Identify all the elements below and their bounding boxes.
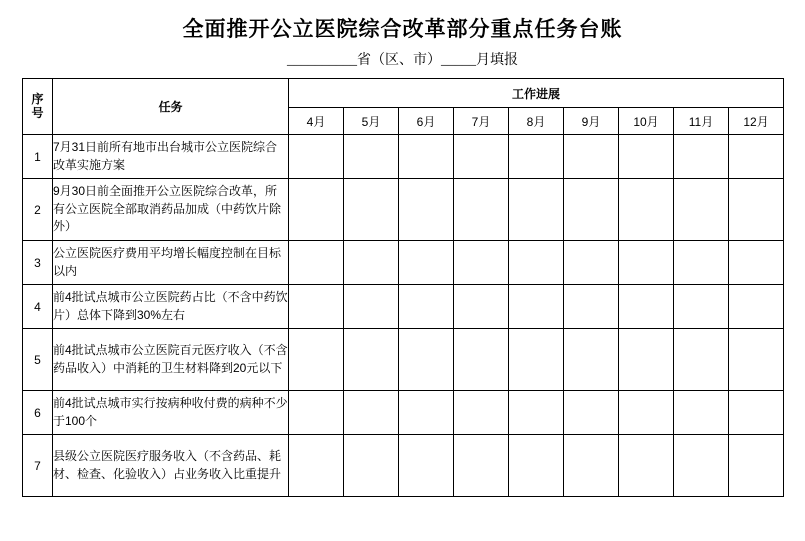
table-row	[23, 241, 784, 285]
row-progress-cell-12[interactable]	[729, 435, 784, 497]
row-progress-cell-10[interactable]	[619, 391, 674, 435]
row-progress-cell-12[interactable]	[729, 329, 784, 391]
row-progress-cell-10[interactable]	[619, 435, 674, 497]
row-progress-cell-8[interactable]	[509, 135, 564, 179]
table-row	[23, 285, 784, 329]
row-progress-cell-5[interactable]	[344, 179, 399, 241]
row-seq: 6	[23, 391, 53, 435]
row-progress-cell-11[interactable]	[674, 179, 729, 241]
row-progress-cell-4[interactable]	[289, 241, 344, 285]
row-progress-cell-5[interactable]	[344, 435, 399, 497]
row-seq: 3	[23, 241, 53, 285]
row-progress-cell-6[interactable]	[399, 391, 454, 435]
table-header	[23, 79, 784, 135]
task-ledger-table	[22, 78, 784, 497]
table-header-row-1	[23, 79, 784, 108]
row-progress-cell-4[interactable]	[289, 391, 344, 435]
row-progress-cell-9[interactable]	[564, 329, 619, 391]
row-progress-cell-7[interactable]	[454, 329, 509, 391]
row-progress-cell-7[interactable]	[454, 135, 509, 179]
row-progress-cell-6[interactable]	[399, 329, 454, 391]
row-seq: 5	[23, 329, 53, 391]
column-header-seq-line1: 序	[31, 92, 44, 107]
row-seq: 1	[23, 135, 53, 179]
row-progress-cell-10[interactable]	[619, 285, 674, 329]
document-page	[0, 13, 805, 541]
row-progress-cell-6[interactable]	[399, 179, 454, 241]
row-seq: 7	[23, 435, 53, 497]
column-header-month-10: 10月	[619, 108, 674, 135]
row-progress-cell-9[interactable]	[564, 285, 619, 329]
row-progress-cell-11[interactable]	[674, 435, 729, 497]
column-header-seq-line2: 号	[31, 105, 44, 120]
table-row	[23, 391, 784, 435]
row-progress-cell-9[interactable]	[564, 391, 619, 435]
table-row	[23, 179, 784, 241]
column-header-month-9: 9月	[564, 108, 619, 135]
row-task: 9月30日前全面推开公立医院综合改革，所有公立医院全部取消药品加成（中药饮片除外）	[53, 179, 289, 241]
row-task: 公立医院医疗费用平均增长幅度控制在目标以内	[53, 241, 289, 285]
column-header-month-6: 6月	[399, 108, 454, 135]
row-progress-cell-4[interactable]	[289, 329, 344, 391]
row-progress-cell-5[interactable]	[344, 391, 399, 435]
row-progress-cell-11[interactable]	[674, 135, 729, 179]
row-progress-cell-5[interactable]	[344, 329, 399, 391]
row-progress-cell-10[interactable]	[619, 241, 674, 285]
column-header-month-5: 5月	[344, 108, 399, 135]
row-progress-cell-4[interactable]	[289, 285, 344, 329]
column-header-task: 任务	[53, 79, 289, 135]
row-progress-cell-11[interactable]	[674, 285, 729, 329]
row-progress-cell-7[interactable]	[454, 435, 509, 497]
row-progress-cell-5[interactable]	[344, 285, 399, 329]
row-progress-cell-7[interactable]	[454, 241, 509, 285]
row-progress-cell-11[interactable]	[674, 241, 729, 285]
table-row	[23, 135, 784, 179]
row-progress-cell-8[interactable]	[509, 179, 564, 241]
row-progress-cell-8[interactable]	[509, 435, 564, 497]
row-progress-cell-6[interactable]	[399, 285, 454, 329]
row-progress-cell-8[interactable]	[509, 285, 564, 329]
row-progress-cell-12[interactable]	[729, 179, 784, 241]
row-progress-cell-12[interactable]	[729, 285, 784, 329]
column-header-month-8: 8月	[509, 108, 564, 135]
table-row	[23, 329, 784, 391]
column-header-month-11: 11月	[674, 108, 729, 135]
row-progress-cell-7[interactable]	[454, 285, 509, 329]
row-progress-cell-8[interactable]	[509, 241, 564, 285]
row-progress-cell-4[interactable]	[289, 135, 344, 179]
row-progress-cell-9[interactable]	[564, 179, 619, 241]
row-progress-cell-4[interactable]	[289, 179, 344, 241]
row-task: 前4批试点城市公立医院药占比（不含中药饮片）总体下降到30%左右	[53, 285, 289, 329]
row-progress-cell-10[interactable]	[619, 135, 674, 179]
row-progress-cell-8[interactable]	[509, 329, 564, 391]
row-progress-cell-9[interactable]	[564, 135, 619, 179]
row-progress-cell-6[interactable]	[399, 135, 454, 179]
row-progress-cell-11[interactable]	[674, 391, 729, 435]
column-header-month-4: 4月	[289, 108, 344, 135]
row-seq: 2	[23, 179, 53, 241]
row-task: 7月31日前所有地市出台城市公立医院综合改革实施方案	[53, 135, 289, 179]
row-progress-cell-6[interactable]	[399, 435, 454, 497]
row-task: 县级公立医院医疗服务收入（不含药品、耗材、检查、化验收入）占业务收入比重提升	[53, 435, 289, 497]
row-progress-cell-7[interactable]	[454, 391, 509, 435]
table-row	[23, 435, 784, 497]
row-progress-cell-5[interactable]	[344, 135, 399, 179]
row-progress-cell-8[interactable]	[509, 391, 564, 435]
column-header-seq	[23, 79, 53, 135]
row-progress-cell-4[interactable]	[289, 435, 344, 497]
row-progress-cell-6[interactable]	[399, 241, 454, 285]
row-seq: 4	[23, 285, 53, 329]
row-progress-cell-7[interactable]	[454, 179, 509, 241]
row-progress-cell-10[interactable]	[619, 329, 674, 391]
row-progress-cell-5[interactable]	[344, 241, 399, 285]
table-body	[23, 135, 784, 497]
page-subtitle: __________省（区、市）_____月填报	[287, 53, 518, 68]
row-progress-cell-12[interactable]	[729, 135, 784, 179]
column-header-progress: 工作进展	[289, 79, 784, 108]
row-task: 前4批试点城市实行按病种收付费的病种不少于100个	[53, 391, 289, 435]
row-progress-cell-9[interactable]	[564, 435, 619, 497]
row-progress-cell-12[interactable]	[729, 241, 784, 285]
column-header-month-7: 7月	[454, 108, 509, 135]
page-title: 全面推开公立医院综合改革部分重点任务台账	[182, 17, 623, 41]
row-progress-cell-11[interactable]	[674, 329, 729, 391]
row-task: 前4批试点城市公立医院百元医疗收入（不含药品收入）中消耗的卫生材料降到20元以下	[53, 329, 289, 391]
column-header-month-12: 12月	[729, 108, 784, 135]
row-progress-cell-10[interactable]	[619, 179, 674, 241]
row-progress-cell-9[interactable]	[564, 241, 619, 285]
row-progress-cell-12[interactable]	[729, 391, 784, 435]
